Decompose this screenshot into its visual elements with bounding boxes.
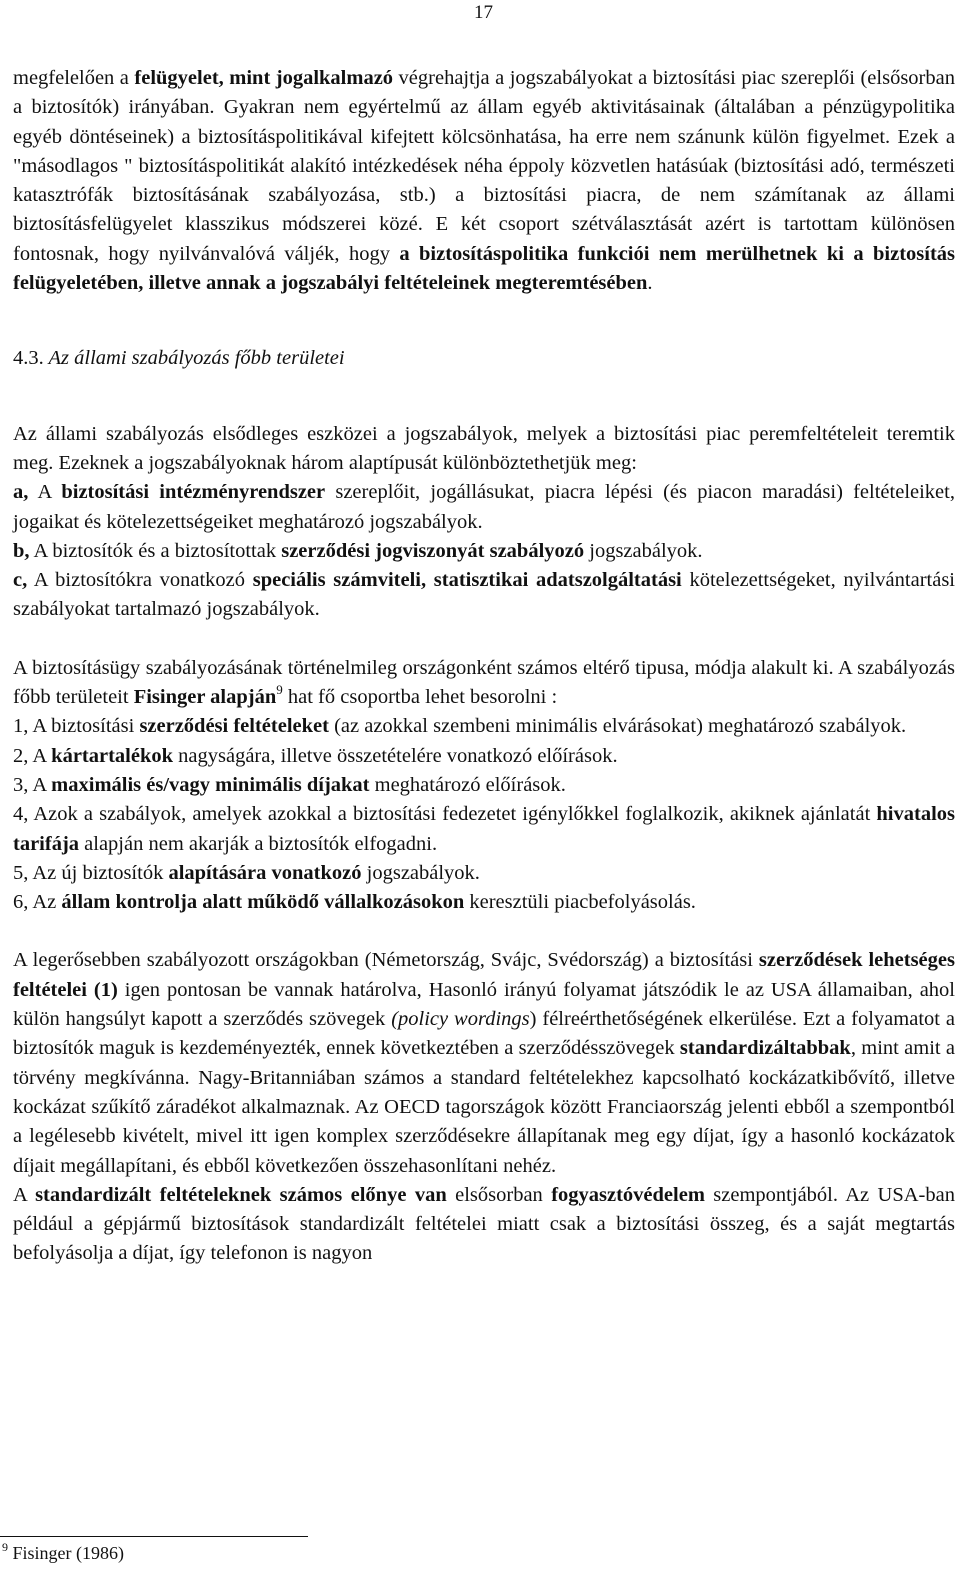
bold-run: standardizált feltételeknek számos előnye van (35, 1183, 447, 1206)
bold-run: felügyelet, mint jogalkalmazó (134, 67, 394, 89)
text-run: 1, A biztosítási (13, 715, 140, 738)
bold-run: standardizáltabbak (679, 1037, 851, 1060)
bold-run: szerződési feltételeket (139, 715, 329, 738)
list-item-1 (13, 712, 955, 741)
spacer (13, 298, 955, 344)
list-item-a (13, 478, 955, 537)
paragraph-fisinger (13, 654, 955, 713)
text-run: 4, Azok a szabályok, amelyek azokkal a biztosítási fedezetet igénylőkkel foglalkozik, akiknek ajánlatát (13, 803, 877, 826)
list-item-b (13, 537, 955, 566)
text-run: A legerősebben szabályozott országokban (Németország, Svájc, Svédország) a biztosítási (13, 949, 759, 972)
text-run: , mint amit a törvény megkívánna. Nagy-Britanniában számos a standard feltételekhez kapcsolható kockázatkibővítő, illetve kockázat szűkítő záradékot alkalmaznak. Az OECD tagországok között Franciaország jelenti ebből a szempontból a legélesebb kivételt, mivel itt igen komplex szerződésekre állapítanak meg egy díjat, így a hasonló kockázatok díjait megállapítani, és ebből következően összehasonlítani nehéz. (13, 1037, 955, 1177)
paragraph-standardized-conditions (13, 1181, 955, 1269)
list-marker: b, (13, 539, 30, 562)
text-run: 3, A (13, 773, 52, 796)
spacer (13, 374, 955, 420)
text-run: meghatározó előírások. (369, 773, 566, 796)
text-run: 6, Az (13, 891, 62, 914)
bold-run: speciális számviteli, statisztikai adatszolgáltatási (252, 569, 682, 592)
list-item-2 (13, 742, 955, 771)
list-item-5 (13, 859, 955, 888)
section-title: Az állami szabályozás főbb területei (43, 347, 345, 370)
text-run: jogszabályok. (361, 861, 480, 884)
text-run: alapján nem akarják a biztosítók elfogadni. (79, 832, 438, 855)
text-run: 5, Az új biztosítók (13, 861, 169, 884)
list-marker: a, (13, 481, 29, 504)
bold-run: a biztosításpolitika funkciói nem merülhetnek ki a biztosítás felügyeletében, illetve annak a jogszabályi feltételeinek megteremtésében (13, 242, 955, 295)
text-run: megfelelően a (13, 67, 135, 89)
text-run: keresztüli piacbefolyásolás. (464, 891, 696, 914)
text-run: elsősorban (446, 1183, 552, 1206)
bold-run: maximális és/vagy minimális díjakat (51, 773, 370, 796)
paragraph-regulation-intro: Az állami szabályozás elsődleges eszközei a jogszabályok, melyek a biztosítási piac peremfeltételeit teremtik meg. Ezeknek a jogszabályoknak három alaptípusát különböztethetjük meg: (13, 422, 955, 474)
text-run: igen pontosan be vannak határolva, Hasonló irányú folyamat játszódik le az USA államaiban, ahol külön hangsúlyt kapott a szerződés szövegek (13, 978, 955, 1031)
bold-run: hivatalos tarifája (13, 803, 955, 855)
list-item-4 (13, 800, 955, 859)
list-marker: c, (13, 569, 28, 592)
text-run: jogszabályok. (584, 539, 703, 562)
section-number: 4.3. (13, 347, 44, 370)
text-run: ) félreérthetőségének elkerülése. Ezt a folyamatot a biztosítók maguk is kezdeményezték, ennek következtében a szerződésszövegek (13, 1008, 955, 1060)
text-run: kötelezettségeket, nyilvántartási szabályokat tartalmazó jogszabályok. (13, 569, 955, 621)
text-run: szempontjából. Az USA-ban például a gépjármű biztosítások standardizált feltételei miatt csak a biztosítási összeg, és a saját megtartás befolyásolja a díjat, így telefonon is nagyon (13, 1183, 955, 1265)
bold-run: alapítására vonatkozó (168, 861, 362, 884)
footnote (2, 1541, 124, 1565)
bold-run: biztosítási intézményrendszer (61, 481, 326, 504)
list-item-6 (13, 888, 955, 917)
spacer (13, 917, 955, 946)
paragraph-supervision (13, 64, 955, 298)
list-item-c (13, 566, 955, 625)
footnote-divider (0, 1536, 308, 1537)
text-run: (az azokkal szembeni minimális elvárásokat) meghatározó szabályok. (328, 715, 907, 738)
bold-run: szerződések lehetséges feltételei (1) (13, 949, 955, 1001)
spacer (13, 625, 955, 654)
footnote-text: Fisinger (1986) (8, 1543, 124, 1563)
text-run: A (13, 1183, 36, 1206)
text-run: A biztosítókra vonatkozó (27, 569, 253, 592)
bold-run: kártartalékok (51, 744, 174, 767)
page-body (13, 64, 955, 1269)
text-run: A biztosítók és a biztosítottak (29, 539, 282, 562)
footnote-reference[interactable]: 9 (276, 682, 283, 698)
section-heading (13, 344, 955, 373)
paragraph-strongly-regulated (13, 946, 955, 1180)
text-run: 2, A (13, 744, 52, 767)
text-run: hat fő csoportba lehet besorolni : (282, 686, 558, 709)
list-item-3 (13, 771, 955, 800)
text-run: . (647, 272, 653, 295)
bold-run: szerződési jogviszonyát szabályozó (281, 539, 585, 562)
bold-run: állam kontrolja alatt működő vállalkozásokon (61, 891, 465, 914)
italic-run: (policy wordings (391, 1008, 530, 1031)
bold-run: fogyasztóvédelem (551, 1183, 705, 1206)
bold-run: Fisinger alapján (133, 686, 277, 709)
text-run: A (28, 481, 62, 504)
text-run: A biztosításügy szabályozásának történelmileg országonként számos eltérő tipusa, módja alakult ki. A szabályozás főbb területeit (13, 656, 955, 709)
text-run: szereplőit, jogállásukat, piacra lépési (és piacon maradási) feltételeiket, jogaikat és kötelezettségeiket meghatározó jogszabályok. (13, 481, 955, 533)
text-run: végrehajtja a jogszabályokat a biztosítási piac szereplői (elsősorban a biztosítók) irányában. Gyakran nem egyértelmű az állam egyéb aktivitásainak (általában a pénzügypolitika egyéb döntéseinek) a biztosításpolitikával kifejtett kölcsönhatása, ha erre nem szánunk külön figyelmet. Ezek a "másodlagos " biztosításpolitikát alakító intézkedések néha éppoly közvetlen hatásúak (biztosítási adó, természeti katasztrófák biztosításának szabályozása, stb.) a biztosítási piacra, de nem számítanak az állami biztosításfelügyelet klasszikus módszerei közé. E két csoport szétválasztását azért is tartottam különösen fontosnak, hogy nyilvánvalóvá váljék, hogy (13, 67, 955, 265)
page-number: 17 (474, 2, 493, 23)
footnote-mark: 9 (2, 1540, 8, 1554)
text-run: nagyságára, illetve összetételére vonatkozó előírások. (173, 744, 618, 767)
